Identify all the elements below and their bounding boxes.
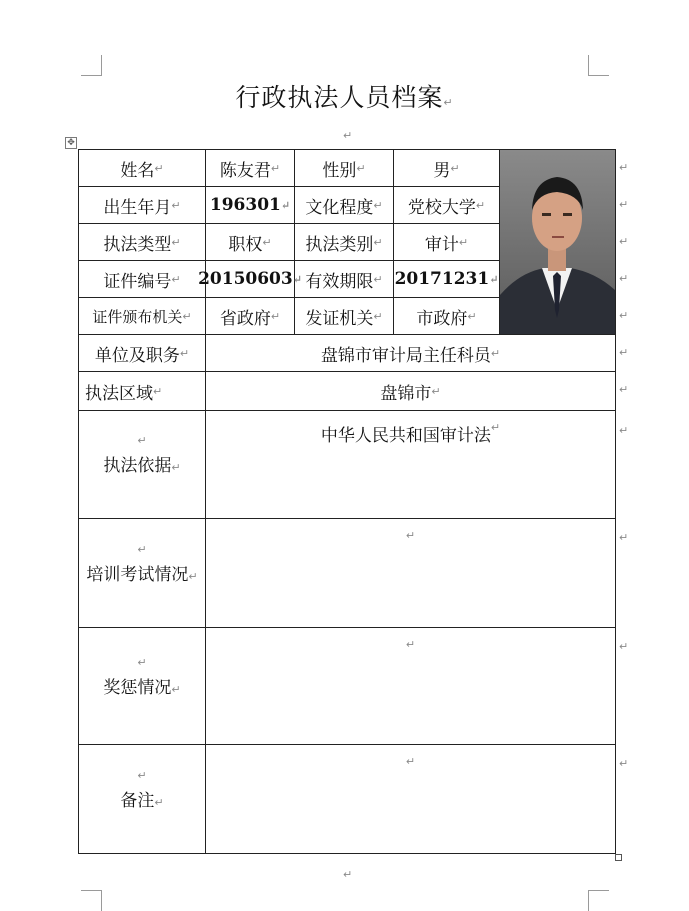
gender-value: 男	[433, 160, 451, 181]
paragraph-mark: ↵	[405, 755, 416, 768]
paragraph-mark: ↵	[458, 235, 469, 249]
certifying-authority-value: 市政府	[416, 308, 468, 329]
row-end-mark: ↵	[619, 383, 629, 396]
birth-value: 196301	[209, 195, 281, 215]
remarks-label: 备注	[120, 790, 155, 811]
paragraph-mark: ↵	[171, 235, 181, 249]
document-title	[0, 78, 689, 114]
name-value-cell[interactable]	[206, 150, 295, 187]
paragraph-mark: ↵	[373, 235, 383, 249]
enforcement-type-value: 职权	[228, 234, 263, 255]
enforcement-basis-label-cell	[79, 411, 206, 519]
issuing-authority-value-cell[interactable]	[206, 298, 295, 335]
paragraph-mark: ↵	[450, 161, 460, 175]
paragraph-mark: ↵	[270, 161, 281, 175]
valid-until-label: 有效期限	[305, 271, 374, 292]
document-title-text: 行政执法人员档案	[235, 83, 444, 112]
row-end-mark: ↵	[619, 346, 629, 359]
birth-label: 出生年月	[103, 197, 172, 218]
valid-until-value: 20171231	[394, 269, 490, 289]
paragraph-mark: ↵	[475, 198, 486, 212]
row-end-mark: ↵	[619, 640, 629, 653]
paragraph-mark: ↵	[171, 272, 181, 286]
unit-position-label-cell	[79, 335, 206, 372]
portrait-photo-icon	[500, 150, 615, 335]
row-end-mark: ↵	[619, 161, 629, 174]
issuing-authority-label: 证件颁布机关	[92, 307, 183, 326]
paragraph-mark: ↵	[137, 768, 147, 782]
row-end-mark: ↵	[619, 531, 629, 544]
name-label: 姓名	[120, 160, 155, 181]
rewards-penalties-label: 奖惩情况	[103, 677, 172, 698]
paragraph-mark: ↵	[373, 198, 383, 212]
unit-position-value: 盘锦市审计局主任科员	[320, 345, 491, 366]
enforcement-category-label-cell	[295, 224, 394, 261]
valid-until-label-cell	[292, 261, 394, 298]
paragraph-mark: ↵	[188, 569, 198, 583]
paragraph-mark: ↵	[292, 272, 302, 286]
resize-handle-icon[interactable]	[615, 854, 622, 861]
gender-label: 性别	[322, 160, 357, 181]
paragraph-mark: ↵	[490, 421, 501, 434]
row-end-mark: ↵	[619, 235, 629, 248]
paragraph-mark: ↵	[270, 309, 281, 323]
paragraph-mark: ↵	[137, 655, 147, 669]
paragraph-mark: ↵	[373, 309, 383, 323]
paragraph-mark: ↵	[343, 129, 353, 142]
gender-label-cell	[295, 150, 394, 187]
row-end-mark: ↵	[619, 309, 629, 322]
enforcement-category-label: 执法类别	[305, 234, 374, 255]
education-value-cell[interactable]	[394, 187, 500, 224]
enforcement-basis-value-cell[interactable]	[206, 411, 615, 519]
move-handle-icon[interactable]: ✥	[65, 137, 77, 149]
portrait-photo	[500, 150, 615, 335]
enforcement-type-value-cell[interactable]	[206, 224, 295, 261]
paragraph-mark: ↵	[137, 434, 147, 447]
certificate-no-label: 证件编号	[103, 271, 172, 292]
gender-value-cell[interactable]	[394, 150, 500, 187]
training-exam-label-cell	[79, 519, 206, 628]
enforcement-category-value-cell[interactable]	[394, 224, 500, 261]
training-exam-value-cell[interactable]	[206, 519, 615, 628]
certificate-no-label-cell	[79, 261, 206, 298]
row-end-mark: ↵	[619, 198, 629, 211]
enforcement-area-value: 盘锦市	[380, 383, 432, 404]
paragraph-mark: ↵	[373, 272, 383, 286]
unit-position-label: 单位及职务	[94, 345, 180, 366]
issuing-authority-value: 省政府	[219, 308, 271, 329]
paragraph-mark: ↵	[154, 795, 164, 809]
paragraph-mark: ↵	[262, 235, 272, 249]
row-end-mark: ↵	[619, 424, 629, 437]
paragraph-mark: ↵	[179, 346, 190, 360]
crop-mark-top-left	[81, 55, 102, 76]
rewards-penalties-value-cell[interactable]	[206, 628, 615, 745]
paragraph-mark: ↵	[171, 682, 181, 696]
unit-position-value-cell[interactable]	[206, 335, 615, 372]
record-table	[78, 149, 616, 854]
paragraph-mark: ↵	[171, 461, 181, 474]
paragraph-mark: ↵	[467, 309, 477, 323]
crop-mark-bottom-left	[81, 890, 102, 911]
crop-mark-top-right	[588, 55, 609, 76]
valid-until-value-cell[interactable]	[394, 261, 500, 298]
name-label-cell	[79, 150, 206, 187]
enforcement-basis-label: 执法依据	[103, 456, 172, 476]
enforcement-category-value: 审计	[424, 234, 459, 255]
birth-value-cell[interactable]	[206, 187, 295, 224]
remarks-label-cell	[79, 745, 206, 853]
birth-label-cell	[79, 187, 206, 224]
training-exam-label: 培训考试情况	[86, 564, 189, 585]
paragraph-mark: ↵	[343, 868, 353, 881]
row-end-mark: ↵	[619, 757, 629, 770]
certifying-authority-label: 发证机关	[305, 308, 374, 329]
education-value: 党校大学	[407, 197, 476, 218]
crop-mark-bottom-right	[588, 890, 609, 911]
education-label-cell	[295, 187, 394, 224]
certifying-authority-label-cell	[295, 298, 394, 335]
certificate-no-value-cell[interactable]	[198, 261, 302, 298]
paragraph-mark: ↵	[171, 198, 181, 212]
paragraph-mark: ↵	[356, 161, 366, 175]
paragraph-mark: ↵	[431, 384, 441, 398]
paragraph-mark: ↵	[182, 309, 192, 323]
paragraph-mark: ↵	[443, 96, 454, 109]
paragraph-mark: ↵	[153, 384, 163, 398]
remarks-value-cell[interactable]	[206, 745, 615, 853]
issuing-authority-label-cell	[79, 298, 206, 335]
row-end-mark: ↵	[619, 272, 629, 285]
certificate-no-value: 20150603	[198, 269, 293, 289]
paragraph-mark: ↵	[154, 161, 164, 175]
enforcement-type-label-cell	[79, 224, 206, 261]
paragraph-mark: ↵	[137, 542, 147, 556]
enforcement-area-label-cell	[79, 372, 206, 411]
enforcement-area-value-cell[interactable]	[206, 372, 615, 411]
paragraph-mark: ↵	[490, 346, 501, 360]
rewards-penalties-label-cell	[79, 628, 206, 745]
paragraph-mark: ↵	[405, 529, 416, 542]
name-value: 陈友君	[219, 160, 271, 181]
certifying-authority-value-cell[interactable]	[394, 298, 500, 335]
enforcement-type-label: 执法类型	[103, 234, 172, 255]
paragraph-mark: ↵	[489, 272, 499, 286]
paragraph-mark: ↵	[280, 198, 291, 212]
paragraph-mark: ↵	[405, 638, 416, 651]
education-label: 文化程度	[305, 197, 374, 218]
enforcement-area-label: 执法区域	[85, 383, 153, 404]
enforcement-basis-value: 中华人民共和国审计法	[320, 426, 491, 446]
